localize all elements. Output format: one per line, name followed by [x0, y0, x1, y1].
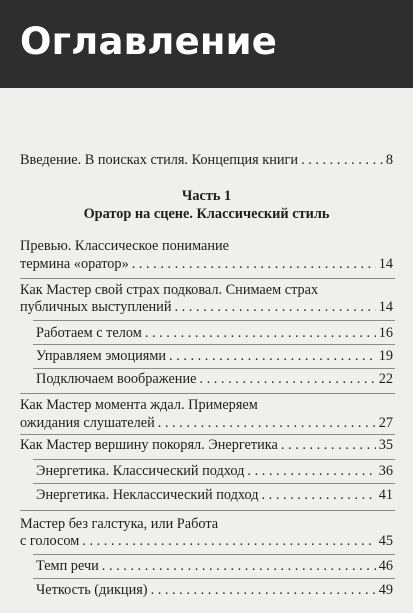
- toc-entry-title: Энергетика. Классический подход: [36, 463, 245, 479]
- toc-subentry-diction[interactable]: [36, 582, 393, 599]
- dot-leader: [145, 325, 376, 342]
- toc-subentry-energy-classic[interactable]: [36, 463, 393, 480]
- toc-page-number: 14: [378, 299, 393, 315]
- toc-entry-title: Работаем с телом: [36, 325, 142, 341]
- toc-page-number: 14: [378, 256, 393, 272]
- dot-leader: [247, 463, 375, 480]
- dot-leader: [281, 437, 376, 454]
- dot-leader: [169, 348, 376, 365]
- toc-page-number: 27: [378, 415, 393, 431]
- divider: [20, 393, 395, 394]
- toc-page-number: 45: [378, 533, 393, 549]
- divider: [33, 320, 395, 321]
- toc-entry-title-line: Как Мастер момента ждал. Примеряем: [20, 397, 258, 413]
- toc-page-number: 36: [378, 463, 393, 479]
- dot-leader: [174, 299, 375, 316]
- dot-leader: [158, 415, 376, 432]
- toc-entry-waiting[interactable]: [20, 415, 393, 432]
- toc-entry-title: Как Мастер вершину покорял. Энергетика: [20, 437, 278, 453]
- dot-leader: [82, 533, 375, 550]
- divider: [33, 459, 395, 460]
- dot-leader: [301, 152, 383, 169]
- toc-entry-title-line: Мастер без галстука, или Работа: [20, 516, 219, 532]
- toc-entry-title: Управляем эмоциями: [36, 348, 167, 364]
- toc-subentry-energy-nonclassic[interactable]: [36, 487, 393, 504]
- dot-leader: [262, 487, 376, 504]
- divider: [33, 483, 395, 484]
- divider: [33, 344, 395, 345]
- toc-entry-title: ожидания слушателей: [20, 415, 155, 431]
- toc-entry-title: Введение. В поисках стиля. Концепция книги: [20, 152, 299, 168]
- toc-entry-title: с голосом: [20, 533, 80, 549]
- toc-page-number: 49: [378, 582, 393, 598]
- toc-entry-title: Четкость (дикция): [36, 582, 148, 598]
- toc-page-number: 35: [378, 437, 393, 453]
- toc-entry-fear[interactable]: [20, 299, 393, 316]
- toc-entry-title: Энергетика. Неклассический подход: [36, 487, 259, 503]
- toc-page-number: 19: [378, 348, 393, 364]
- toc-page-number: 41: [378, 487, 393, 503]
- toc-entry-preview[interactable]: [20, 256, 393, 273]
- toc-entry-title: публичных выступлений: [20, 299, 172, 315]
- toc-entry-energy[interactable]: [20, 437, 393, 454]
- toc-page-number: 46: [378, 558, 393, 574]
- toc-subentry-imagination[interactable]: [36, 371, 393, 388]
- toc-entry-voice[interactable]: [20, 533, 393, 550]
- toc-page-number: 16: [378, 325, 393, 341]
- toc-entry-intro[interactable]: [20, 152, 393, 169]
- part-label: Часть 1: [181, 188, 232, 204]
- dot-leader: [151, 582, 376, 599]
- toc-subentry-body[interactable]: [36, 325, 393, 342]
- toc-subentry-emotions[interactable]: [36, 348, 393, 365]
- toc-entry-title: термина «оратор»: [20, 256, 129, 272]
- toc-entry-title-line: Как Мастер свой страх подковал. Снимаем страх: [20, 282, 319, 298]
- toc-entry-title-line: Превью. Классическое понимание: [20, 238, 230, 254]
- divider: [20, 434, 395, 435]
- dot-leader: [102, 558, 376, 575]
- divider: [33, 368, 395, 369]
- divider: [20, 510, 395, 511]
- divider: [33, 554, 395, 555]
- toc-subentry-tempo[interactable]: [36, 558, 393, 575]
- dot-leader: [199, 371, 375, 388]
- part-title: Оратор на сцене. Классический стиль: [83, 206, 330, 222]
- divider: [20, 278, 395, 279]
- page-title: Оглавление: [20, 20, 278, 63]
- divider: [33, 578, 395, 579]
- dot-leader: [132, 256, 376, 273]
- toc-entry-title: Подключаем воображение: [36, 371, 197, 387]
- toc-page-number: 22: [378, 371, 393, 387]
- toc-page-number: 8: [385, 152, 393, 168]
- toc-entry-title: Темп речи: [36, 558, 99, 574]
